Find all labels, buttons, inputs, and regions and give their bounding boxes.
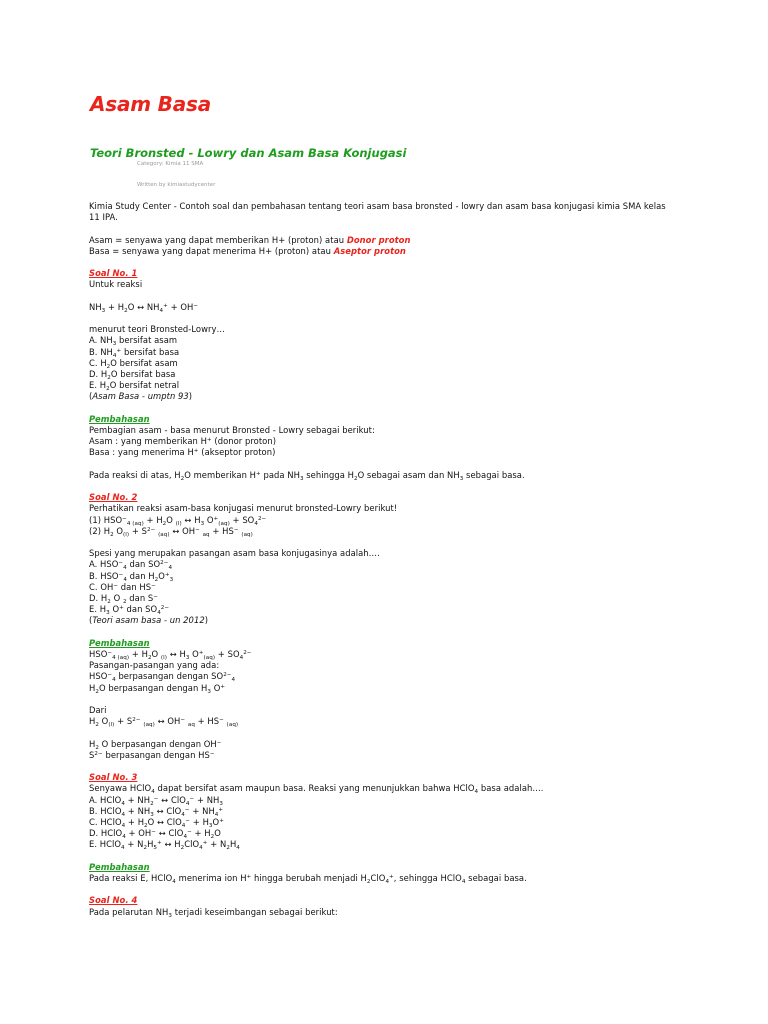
soal-2-option-e: E. $H_3$ O+ dan $SO_4^{2-}$ bbox=[89, 604, 170, 617]
soal-3-pembahasan: Pada reaksi E, HClO$_4$ menerima ion H+ hingga berubah menjadi $H_2ClO_4^+$, sehingga HClO$_4$ sebagai basa. bbox=[89, 872, 527, 885]
soal-2-option-c: C. OH− dan HS− bbox=[89, 581, 156, 592]
soal-2-pair-1: $HSO^-_4$ berpasangan dengan $SO^{2-}_4$ bbox=[89, 671, 236, 684]
soal-2-pair-2: $H_2O$ berpasangan dengan $H_3$ O+ bbox=[89, 682, 226, 695]
soal-2-reaction-1: (1) $HSO^-_{4 (aq)} + H_2O$ $_{(l)}$ ↔ $H_3$ $O^+_{(aq)} + SO_4^{2-}$ bbox=[89, 514, 267, 527]
soal-1-equation: $NH_3 + H_2O$ ↔ $NH_4^+ + OH^-$ bbox=[89, 301, 199, 314]
soal-3-intro: Senyawa HClO$_4$ dapat bersifat asam maupun basa. Reaksi yang menunjukkan bahwa HClO$_4$ basa adalah…. bbox=[89, 783, 544, 796]
category-meta: Category: Kimia 11 SMA bbox=[137, 161, 204, 167]
definition-basa: Basa = senyawa yang dapat menerima H+ (proton) atau Aseptor proton bbox=[89, 245, 406, 256]
soal-3-option-b: B. HClO$_4$ + $NH_3$ ↔ $ClO_4^- + NH_4^+$ bbox=[89, 805, 224, 818]
intro-paragraph: Kimia Study Center - Contoh soal dan pembahasan tentang teori asam basa bronsted - lowry dan asam basa konjugasi kimia SMA kelas 11 IPA. bbox=[89, 201, 666, 223]
soal-2-heading: Soal No. 2 bbox=[89, 492, 138, 503]
definition-asam: Asam = senyawa yang dapat memberikan H+ (proton) atau Donor proton bbox=[89, 234, 411, 245]
soal-1-source: (Asam Basa - umptn 93) bbox=[89, 391, 193, 402]
soal-2-pair-4: $S^{2-}$ berpasangan dengan HS− bbox=[89, 749, 215, 760]
soal-1-pembahasan-heading: Pembahasan bbox=[89, 413, 150, 424]
soal-2-option-b: B. $HSO^-_4$ dan $H_2O^+_3$ bbox=[89, 570, 174, 583]
soal-3-pembahasan-heading: Pembahasan bbox=[89, 861, 150, 872]
soal-2-pair-3: $H_2$ O berpasangan dengan OH− bbox=[89, 738, 222, 751]
soal-3-option-d: D. HClO$_4$ + OH− ↔ $ClO_4^- + H_2O$ bbox=[89, 828, 221, 841]
soal-3-heading: Soal No. 3 bbox=[89, 772, 138, 783]
soal-3-option-c: C. HClO$_4$ + $H_2O$ ↔ $ClO_4^- + H_3O^+$ bbox=[89, 816, 224, 829]
soal-1-pembahasan-asam: Asam : yang memberikan H+ (donor proton) bbox=[89, 436, 277, 447]
soal-3-option-a: A. HClO$_4$ + $NH_2^-$ ↔ $ClO_4^- + NH_3$ bbox=[89, 794, 223, 807]
soal-1-option-b: B. $NH_4^+$ bersifat basa bbox=[89, 346, 180, 359]
soal-2-question: Spesi yang merupakan pasangan asam basa konjugasinya adalah…. bbox=[89, 548, 380, 559]
soal-2-source: (Teori asam basa - un 2012) bbox=[89, 615, 209, 626]
soal-2-intro: Perhatikan reaksi asam-basa konjugasi menurut bronsted-Lowry berikut! bbox=[89, 503, 398, 514]
soal-1-conclusion: Pada reaksi di atas, $H_2O$ memberikan H+ pada $NH_3$ sehingga $H_2O$ sebagai asam dan $NH_3$ sebagai basa. bbox=[89, 469, 525, 482]
soal-2-pembahasan-heading: Pembahasan bbox=[89, 637, 150, 648]
article-body bbox=[89, 201, 669, 918]
soal-1-option-c: C. $H_2O$ bersifat asam bbox=[89, 357, 178, 370]
soal-2-option-a: A. $HSO^-_4$ dan $SO^{2-}_4$ bbox=[89, 559, 173, 572]
soal-2-reaction-2: (2) $H_2$ $O_{(l)} + S^{2-}$ $_{(aq)}$ ↔ OH− $_{aq}$ + HS− $_{(aq)}$ bbox=[89, 525, 253, 538]
soal-2-option-d: D. $H_2$ O $_2$ dan S− bbox=[89, 592, 159, 605]
soal-3-option-e: E. HClO$_4$ + $N_2H_5^+$ ↔ $H_2ClO_4^+ + N_2H_4$ bbox=[89, 839, 240, 852]
soal-2-pemb-reaction-1: $HSO^-_{4 (aq)} + H_2O$ $_{(l)}$ ↔ $H_3$ $O^+_{(aq)} + SO_4^{2-}$ bbox=[89, 648, 252, 661]
soal-2-dari: Dari bbox=[89, 704, 107, 715]
soal-1-question: menurut teori Bronsted-Lowry… bbox=[89, 324, 225, 335]
author-meta: Written by kimiastudycenter bbox=[137, 182, 216, 188]
soal-2-pasangan: Pasangan-pasangan yang ada: bbox=[89, 660, 220, 671]
soal-1-option-e: E. $H_2O$ bersifat netral bbox=[89, 380, 180, 393]
soal-1-option-a: A. $NH_3$ bersifat asam bbox=[89, 335, 178, 348]
article-title[interactable]: Teori Bronsted - Lowry dan Asam Basa Konjugasi bbox=[90, 146, 407, 160]
soal-1-option-d: D. $H_2O$ bersifat basa bbox=[89, 368, 176, 381]
soal-1-heading: Soal No. 1 bbox=[89, 268, 138, 279]
soal-2-pemb-reaction-2: $H_2$ $O_{(l)} + S^{2-}$ $_{(aq)}$ ↔ OH− $_{aq}$ + HS− $_{(aq)}$ bbox=[89, 716, 239, 729]
soal-1-pembahasan-line: Pembagian asam - basa menurut Bronsted - Lowry sebagai berikut: bbox=[89, 424, 375, 435]
page-title: Asam Basa bbox=[90, 92, 212, 116]
soal-4-intro: Pada pelarutan $NH_3$ terjadi keseimbangan sebagai berikut: bbox=[89, 906, 338, 919]
soal-4-heading: Soal No. 4 bbox=[89, 895, 138, 906]
soal-1-intro: Untuk reaksi bbox=[89, 279, 143, 290]
aseptor-proton-term: Aseptor proton bbox=[333, 245, 406, 256]
soal-1-pembahasan-basa: Basa : yang menerima H+ (akseptor proton) bbox=[89, 447, 276, 458]
donor-proton-term: Donor proton bbox=[346, 234, 411, 245]
